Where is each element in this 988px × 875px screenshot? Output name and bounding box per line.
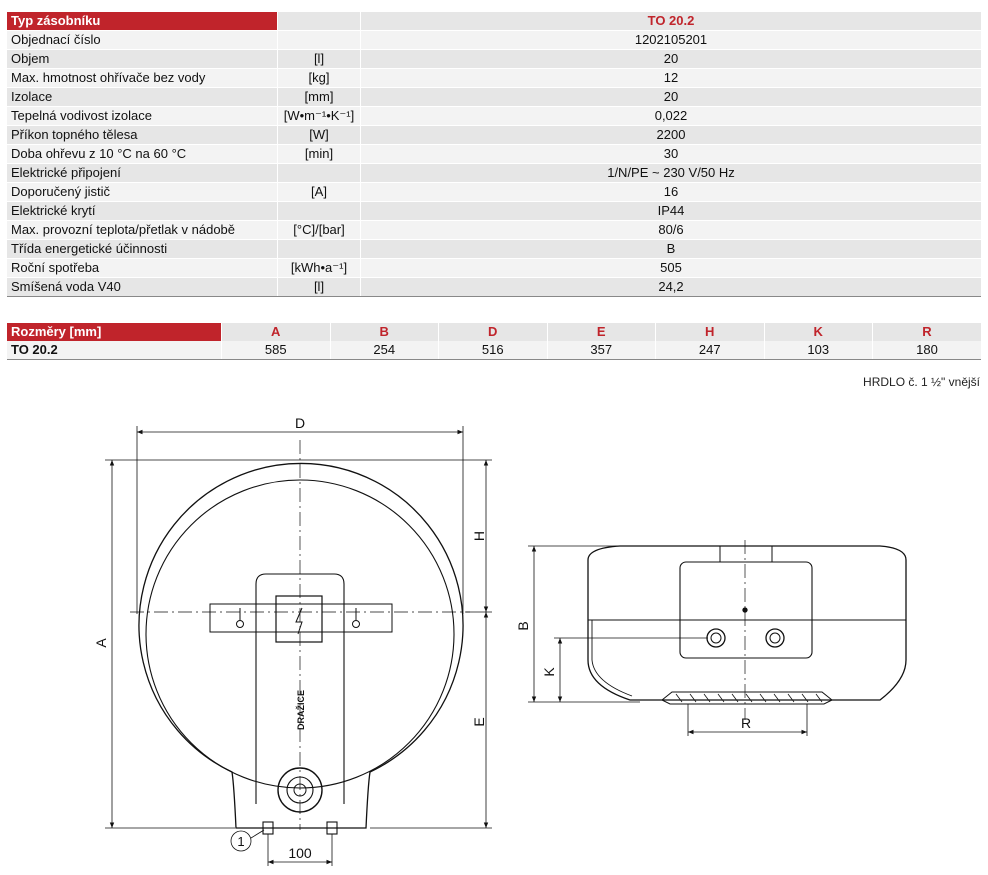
spec-header-row <box>7 12 981 31</box>
dims-col-k: K <box>764 323 873 341</box>
spec-row <box>7 164 981 183</box>
dims-col-h: H <box>656 323 765 341</box>
brand-logo-text: DRAŽICE <box>296 690 306 730</box>
technical-drawing <box>0 395 988 873</box>
spec-unit <box>278 31 361 50</box>
spec-unit <box>278 202 361 221</box>
label-100: 100 <box>288 845 312 861</box>
spec-unit: [°C]/[bar] <box>278 221 361 240</box>
spec-label: Roční spotřeba <box>7 259 278 278</box>
spec-row <box>7 69 981 88</box>
spec-header-label: Typ zásobníku <box>7 12 278 31</box>
dims-value-b: 254 <box>330 341 439 360</box>
spec-row <box>7 107 981 126</box>
spec-row <box>7 259 981 278</box>
spec-label: Příkon topného tělesa <box>7 126 278 145</box>
dims-value-e: 357 <box>547 341 656 360</box>
spec-row <box>7 126 981 145</box>
spec-value: 0,022 <box>361 107 982 126</box>
label-d: D <box>294 415 306 431</box>
dims-value-a: 585 <box>222 341 331 360</box>
side-body-outline <box>588 546 906 700</box>
spec-value: 80/6 <box>361 221 982 240</box>
dims-row-label: TO 20.2 <box>7 341 222 360</box>
label-h: H <box>471 530 487 542</box>
center-dot <box>743 608 747 612</box>
dims-row <box>7 341 981 360</box>
spec-row <box>7 145 981 164</box>
spec-table <box>7 12 981 297</box>
spec-row <box>7 88 981 107</box>
label-b: B <box>515 621 531 631</box>
connection-note: HRDLO č. 1 ½" vnější <box>863 375 980 389</box>
label-k: K <box>541 667 557 677</box>
dims-col-r: R <box>873 323 982 341</box>
spec-unit: [l] <box>278 278 361 297</box>
spec-row <box>7 31 981 50</box>
spec-row <box>7 50 981 69</box>
spec-value: 20 <box>361 88 982 107</box>
spec-row <box>7 221 981 240</box>
dims-value-h: 247 <box>656 341 765 360</box>
spec-label: Elektrické krytí <box>7 202 278 221</box>
spec-unit <box>278 164 361 183</box>
spec-label: Tepelná vodivost izolace <box>7 107 278 126</box>
spec-header-unit <box>278 12 361 31</box>
spec-label: Objem <box>7 50 278 69</box>
spec-header-model: TO 20.2 <box>361 12 982 31</box>
spec-value: 24,2 <box>361 278 982 297</box>
label-a: A <box>93 638 109 648</box>
spec-label: Třída energetické účinnosti <box>7 240 278 259</box>
spec-unit: [W•m⁻¹•K⁻¹] <box>278 107 361 126</box>
spec-row <box>7 183 981 202</box>
spec-value: 505 <box>361 259 982 278</box>
dims-col-d: D <box>439 323 548 341</box>
spec-unit: [kg] <box>278 69 361 88</box>
spec-value: 2200 <box>361 126 982 145</box>
spec-value: 12 <box>361 69 982 88</box>
spec-label: Elektrické připojení <box>7 164 278 183</box>
dims-col-b: B <box>330 323 439 341</box>
spec-unit: [W] <box>278 126 361 145</box>
spec-label: Objednací číslo <box>7 31 278 50</box>
spec-value: B <box>361 240 982 259</box>
callout-number: 1 <box>237 834 245 849</box>
spec-value: 20 <box>361 50 982 69</box>
label-e: E <box>471 717 487 727</box>
spec-unit: [mm] <box>278 88 361 107</box>
spec-unit: [min] <box>278 145 361 164</box>
spec-row <box>7 202 981 221</box>
spec-label: Smíšená voda V40 <box>7 278 278 297</box>
side-view <box>588 540 906 720</box>
spec-row <box>7 240 981 259</box>
dims-value-k: 103 <box>764 341 873 360</box>
spec-label: Doporučený jistič <box>7 183 278 202</box>
dims-header-row <box>7 323 981 341</box>
spec-label: Max. provozní teplota/přetlak v nádobě <box>7 221 278 240</box>
spec-label: Max. hmotnost ohřívače bez vody <box>7 69 278 88</box>
heater-body-outline <box>139 463 463 828</box>
spec-value: 16 <box>361 183 982 202</box>
dims-value-r: 180 <box>873 341 982 360</box>
dims-header-label: Rozměry [mm] <box>7 323 222 341</box>
spec-value: 1202105201 <box>361 31 982 50</box>
dims-col-a: A <box>222 323 331 341</box>
dims-value-d: 516 <box>439 341 548 360</box>
dims-col-e: E <box>547 323 656 341</box>
spec-unit: [A] <box>278 183 361 202</box>
spec-value: IP44 <box>361 202 982 221</box>
spec-row <box>7 278 981 297</box>
front-view <box>130 440 470 834</box>
label-r: R <box>740 715 752 731</box>
spec-label: Doba ohřevu z 10 °C na 60 °C <box>7 145 278 164</box>
spec-unit <box>278 240 361 259</box>
spec-label: Izolace <box>7 88 278 107</box>
spec-value: 1/N/PE ~ 230 V/50 Hz <box>361 164 982 183</box>
spec-unit: [l] <box>278 50 361 69</box>
spec-unit: [kWh•a⁻¹] <box>278 259 361 278</box>
dimensions-table <box>7 323 981 360</box>
spec-value: 30 <box>361 145 982 164</box>
